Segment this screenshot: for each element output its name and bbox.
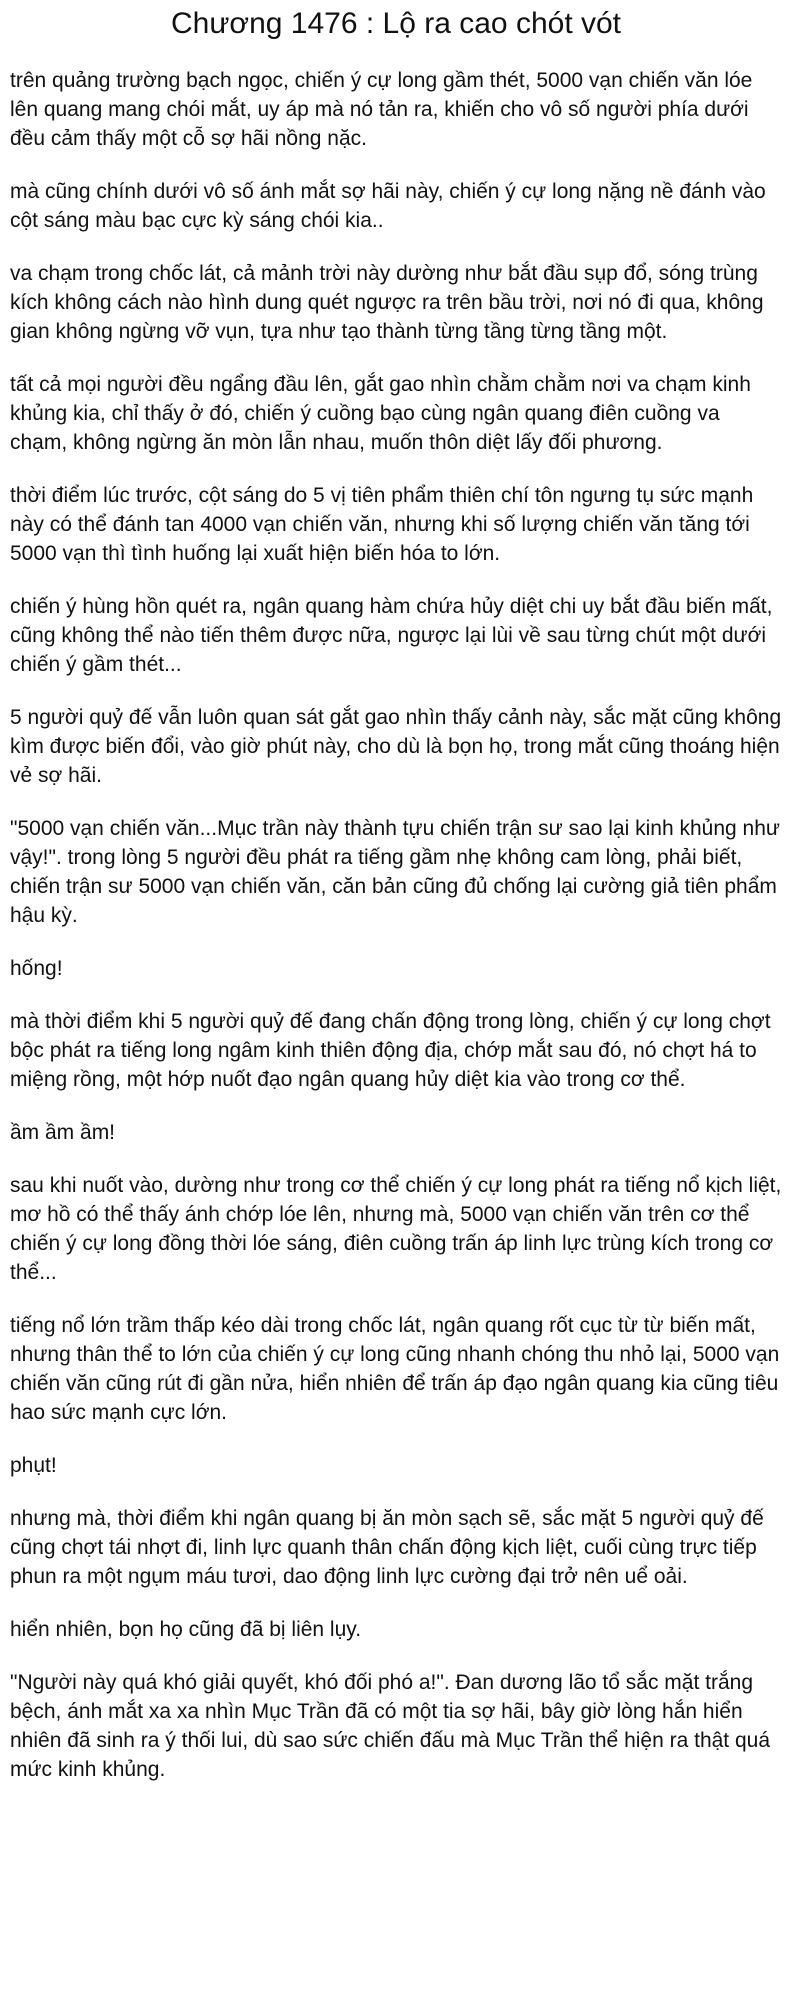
paragraph: phụt!	[10, 1454, 57, 1477]
paragraph: chiến ý hùng hồn quét ra, ngân quang hàm chứa hủy diệt chi uy bắt đầu biến mất, cũng không thể nào tiến thêm được nữa, ngược lại lùi về sau từng chút một dưới chiến ý gầm thét...	[10, 595, 773, 676]
paragraph: ầm ầm ầm!	[10, 1121, 116, 1144]
paragraph: trên quảng trường bạch ngọc, chiến ý cự long gầm thét, 5000 vạn chiến văn lóe lên quang mang chói mắt, uy áp mà nó tản ra, khiến cho vô số người phía dưới đều cảm thấy một cỗ sợ hãi nồng nặc.	[10, 69, 753, 150]
paragraph: tiếng nổ lớn trầm thấp kéo dài trong chốc lát, ngân quang rốt cục từ từ biến mất, nhưng thân thể to lớn của chiến ý cự long cũng nhanh chóng thu nhỏ lại, 5000 vạn chiến văn cũng rút đi gần nửa, hiển nhiên để trấn áp đạo ngân quang kia cũng tiêu hao sức mạnh cực lớn.	[10, 1314, 780, 1424]
chapter-body	[10, 66, 782, 1784]
paragraph: "5000 vạn chiến văn...Mục trần này thành tựu chiến trận sư sao lại kinh khủng như vậy!". trong lòng 5 người đều phát ra tiếng gầm nhẹ không cam lòng, phải biết, chiến trận sư 5000 vạn chiến văn, căn bản cũng đủ chống lại cường giả tiên phẩm hậu kỳ.	[10, 817, 780, 927]
paragraph: thời điểm lúc trước, cột sáng do 5 vị tiên phẩm thiên chí tôn ngưng tụ sức mạnh này có thể đánh tan 4000 vạn chiến văn, nhưng khi số lượng chiến văn tăng tới 5000 vạn thì tình huống lại xuất hiện biến hóa to lớn.	[10, 484, 754, 565]
paragraph: 5 người quỷ đế vẫn luôn quan sát gắt gao nhìn thấy cảnh này, sắc mặt cũng không kìm được biến đổi, vào giờ phút này, cho dù là bọn họ, trong mắt cũng thoáng hiện vẻ sợ hãi.	[10, 706, 782, 787]
paragraph: tất cả mọi người đều ngẩng đầu lên, gắt gao nhìn chằm chằm nơi va chạm kinh khủng kia, chỉ thấy ở đó, chiến ý cuồng bạo cùng ngân quang điên cuồng va chạm, không ngừng ăn mòn lẫn nhau, muốn thôn diệt lấy đối phương.	[10, 373, 751, 454]
paragraph: "Người này quá khó giải quyết, khó đối phó a!". Đan dương lão tổ sắc mặt trắng bệch, ánh mắt xa xa nhìn Mục Trần đã có một tia sợ hãi, bây giờ lòng hắn hiển nhiên đã sinh ra ý thối lui, dù sao sức chiến đấu mà Mục Trần thể hiện ra thật quá mức kinh khủng.	[10, 1671, 771, 1781]
paragraph: va chạm trong chốc lát, cả mảnh trời này dường như bắt đầu sụp đổ, sóng trùng kích không cách nào hình dung quét ngược ra trên bầu trời, nơi nó đi qua, không gian không ngừng vỡ vụn, tựa như tạo thành từng tầng từng tầng một.	[10, 262, 764, 343]
paragraph: sau khi nuốt vào, dường như trong cơ thể chiến ý cự long phát ra tiếng nổ kịch liệt, mơ hồ có thể thấy ánh chớp lóe lên, nhưng mà, 5000 vạn chiến văn trên cơ thể chiến ý cự long đồng thời lóe sáng, điên cuồng trấn áp linh lực trùng kích trong cơ thể...	[10, 1174, 782, 1284]
paragraph: mà cũng chính dưới vô số ánh mắt sợ hãi này, chiến ý cự long nặng nề đánh vào cột sáng màu bạc cực kỳ sáng chói kia..	[10, 180, 766, 232]
chapter-title: Chương 1476 : Lộ ra cao chót vót	[170, 7, 622, 40]
paragraph: hiển nhiên, bọn họ cũng đã bị liên lụy.	[10, 1618, 362, 1641]
paragraph: mà thời điểm khi 5 người quỷ đế đang chấn động trong lòng, chiến ý cự long chợt bộc phát ra tiếng long ngâm kinh thiên động địa, chớp mắt sau đó, nó chợt há to miệng rồng, một hớp nuốt đạo ngân quang hủy diệt kia vào trong cơ thể.	[10, 1010, 771, 1091]
paragraph: hống!	[10, 957, 63, 980]
paragraph: nhưng mà, thời điểm khi ngân quang bị ăn mòn sạch sẽ, sắc mặt 5 người quỷ đế cũng chợt tái nhợt đi, linh lực quanh thân chấn động kịch liệt, cuối cùng trực tiếp phun ra một ngụm máu tươi, dao động linh lực cường đại trở nên uể oải.	[10, 1507, 764, 1588]
